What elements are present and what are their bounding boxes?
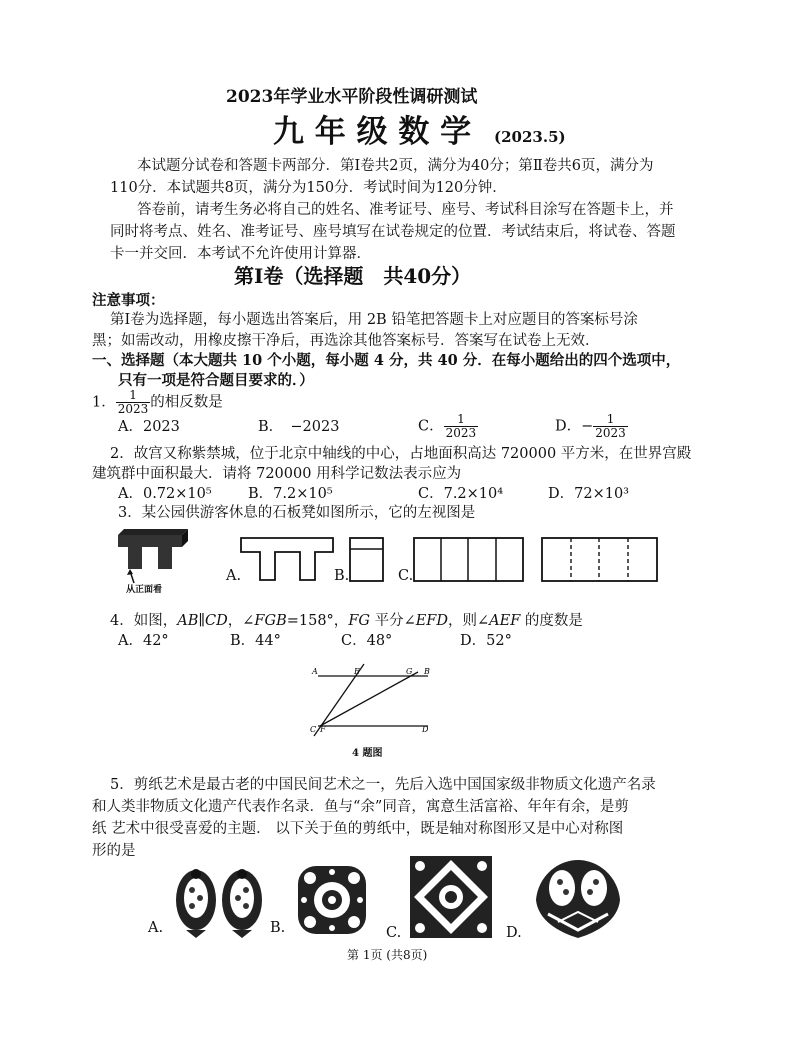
point-label-f: F — [320, 725, 326, 734]
front-view-label: 从正面看 — [126, 585, 163, 595]
q4-option-d: D．52° — [460, 633, 512, 649]
notice-line: 黑；如需改动，用橡皮擦干净后，再选涂其他答案标号．答案写在试卷上无效． — [92, 333, 600, 349]
intro-line: 本试题分试卷和答题卡两部分．第Ⅰ卷共2页，满分为40分；第Ⅱ卷共6页，满分为 — [137, 158, 654, 174]
section-title: 第Ⅰ卷（选择题 共40分） — [234, 264, 472, 288]
q3-figure-b — [349, 537, 385, 583]
page-number: 第 1页 (共8页) — [347, 948, 428, 962]
notice-label: 注意事项： — [92, 292, 165, 309]
q5-stem: 形的是 — [92, 843, 136, 859]
point-label-b: B — [424, 667, 430, 676]
notice-line: 第Ⅰ卷为选择题，每小题选出答案后，用 2B 铅笔把答题卡上对应题目的答案标号涂 — [110, 312, 638, 328]
q3-figure-d — [541, 537, 659, 583]
part-heading: 一、选择题（本大题共 10 个小题，每小题 4 分，共 40 分．在每小题给出的四个选项中， — [92, 352, 681, 369]
q5-option-d: D. — [506, 925, 522, 941]
point-label-c: C — [310, 725, 317, 734]
q5-option-b: B. — [270, 920, 286, 936]
q2-stem: 2．故宫又称紫禁城，位于北京中轴线的中心，占地面积高达 720000 平方米，在世界宫殿 — [110, 446, 692, 462]
point-label-d: D — [422, 725, 429, 734]
q4-figure-caption: 4 题图 — [352, 748, 383, 759]
exam-header-title: 2023年学业水平阶段性调研测试 — [226, 87, 478, 107]
intro-line: 同时将考点、姓名、准考证号、座号填写在试卷规定的位置．考试结束后，将试卷、答题 — [110, 224, 676, 240]
q4-option-b: B．44° — [230, 633, 281, 649]
point-label-a: A — [312, 667, 318, 676]
q4-stem: 4．如图，AB∥CD，∠FGB=158°，FG 平分∠EFD，则∠AEF 的度数是 — [110, 613, 583, 629]
q5-stem: 5．剪纸艺术是最古老的中国民间艺术之一，先后入选中国国家级非物质文化遗产名录 — [110, 777, 656, 793]
q3-option-b: B. — [334, 568, 350, 584]
q1-option-d: D．− $\frac{1}{2023}$ — [555, 412, 626, 440]
q1-stem: 1． $\frac{1}{2023}$ 的相反数是 — [92, 388, 223, 416]
q3-option-a: A. — [226, 568, 242, 584]
q3-stem: 3．某公园供游客休息的石板凳如图所示，它的左视图是 — [118, 505, 476, 521]
q4-geometry-figure — [310, 660, 450, 740]
intro-line: 110分．本试题共8页，满分为150分．考试时间为120分钟． — [110, 180, 507, 196]
q2-option-d: D．72×10³ — [548, 486, 629, 502]
q1-option-c: C． $\frac{1}{2023}$ — [418, 412, 477, 440]
q2-stem: 建筑群中面积最大．请将 720000 用科学记数法表示应为 — [92, 466, 462, 482]
q1-option-a: A．2023 — [118, 419, 180, 435]
q1-option-b: B． −2023 — [258, 419, 340, 435]
q2-option-c: C．7.2×10⁴ — [418, 486, 504, 502]
q5-option-a: A. — [148, 920, 164, 936]
q2-option-a: A．0.72×10⁵ — [118, 486, 212, 502]
q3-figure-a — [240, 537, 335, 583]
point-label-g: G — [406, 667, 413, 676]
q5-option-c: C. — [386, 925, 402, 941]
q2-option-b: B．7.2×10⁵ — [248, 486, 333, 502]
subject-title: 九 年 级 数 学 — [273, 114, 472, 150]
fish-papercut-b — [290, 858, 374, 942]
intro-line: 答卷前，请考生务必将自己的姓名、准考证号、座号、考试科目涂写在答题卡上，并 — [137, 202, 674, 218]
part-heading: 只有一项是符合题目要求的．） — [118, 372, 314, 389]
intro-line: 卡一并交回．本考试不允许使用计算器． — [110, 246, 371, 262]
fish-papercut-d — [528, 852, 628, 944]
q3-figure-c — [413, 537, 525, 583]
q5-stem: 纸 艺术中很受喜爱的主题． 以下关于鱼的剪纸中，既是轴对称图形又是中心对称图 — [92, 821, 624, 837]
fish-papercut-c — [404, 850, 498, 944]
q4-option-c: C．48° — [341, 633, 393, 649]
point-label-e: E — [354, 667, 360, 676]
q3-option-c: C. — [398, 568, 414, 584]
fish-papercut-a — [170, 858, 268, 940]
q4-option-a: A．42° — [118, 633, 169, 649]
exam-date: (2023.5) — [494, 128, 566, 146]
q5-stem: 和人类非物质文化遗产代表作名录．鱼与“余”同音，寓意生活富裕、年年有余，是剪 — [92, 799, 629, 815]
q1-fraction: $\frac{1}{2023}$ — [117, 388, 149, 416]
